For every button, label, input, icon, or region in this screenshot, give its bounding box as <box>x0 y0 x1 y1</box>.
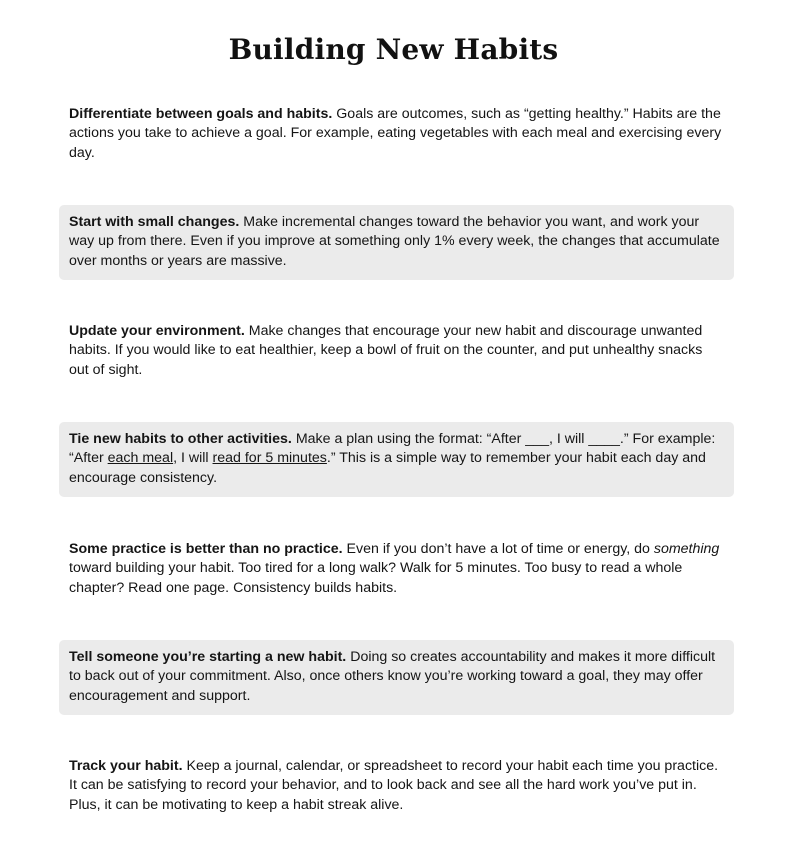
tip-some-practice <box>59 532 734 600</box>
tip-body: Make incremental changes toward the behavior you want, and work your way up from there. Even if you improve at something only 1% every week, the changes that accumulate over months or years are massive. <box>69 214 720 269</box>
tip-heading: Tie new habits to other activities. <box>69 431 292 447</box>
page-title: Building New Habits <box>228 33 559 66</box>
tip-body: Make changes that encourage your new habit and discourage unwanted habits. If you would like to eat healthier, keep a bowl of fruit on the counter, and put unhealthy snacks out of sight. <box>69 323 703 378</box>
tip-heading: Differentiate between goals and habits. <box>69 106 333 122</box>
tip-small-changes <box>59 205 734 280</box>
tip-heading: Update your environment. <box>69 323 245 339</box>
tip-goals-vs-habits <box>59 97 734 165</box>
tip-heading: Track your habit. <box>69 758 183 774</box>
tip-body: Goals are outcomes, such as “getting healthy.” Habits are the actions you take to achieve a goal. For example, eating vegetables with each meal and exercising every day. <box>69 106 722 161</box>
tip-tie-habits <box>59 422 734 497</box>
emphasized-word: something <box>653 541 720 557</box>
tip-body-part: Make a plan using the format: “After ___, I will ____.” For example: “After <box>69 431 716 467</box>
tip-body: Doing so creates accountability and makes it more difficult to back out of your commitment. Also, once others know you’re working toward a goal, they may offer encouragement and support. <box>69 649 716 704</box>
tip-body-part: .” This is a simple way to remember your habit each day and encourage consistency. <box>69 450 706 486</box>
underlined-example-habit: read for 5 minutes <box>212 450 327 467</box>
tip-body-part: toward building your habit. Too tired for a long walk? Walk for 5 minutes. Too busy to read a whole chapter? Read one page. Consistency builds habits. <box>69 560 683 596</box>
tip-track-habit <box>59 749 734 817</box>
tip-heading: Tell someone you’re starting a new habit. <box>69 649 347 665</box>
tip-update-environment <box>59 314 734 382</box>
tip-heading: Some practice is better than no practice. <box>69 541 343 557</box>
tip-body-part: Even if you don’t have a lot of time or energy, do <box>346 541 654 557</box>
underlined-example-trigger: each meal <box>107 450 174 467</box>
tip-heading: Start with small changes. <box>69 214 240 230</box>
tip-body: Keep a journal, calendar, or spreadsheet to record your habit each time you practice. It can be satisfying to record your behavior, and to look back and see all the hard work you’ve put in. Plus, it can be motivating to keep a habit streak alive. <box>69 758 719 813</box>
tip-tell-someone <box>59 640 734 715</box>
tip-body-part: , I will <box>173 450 213 467</box>
